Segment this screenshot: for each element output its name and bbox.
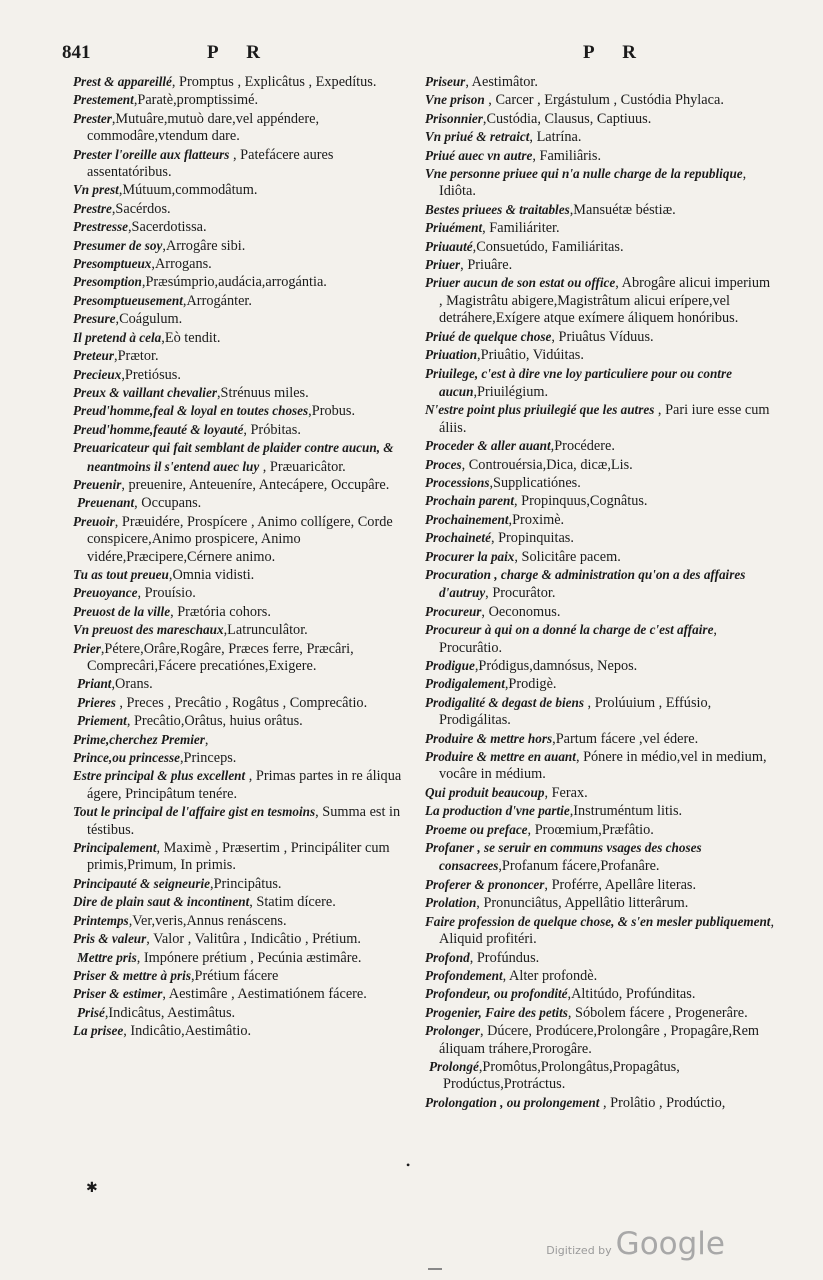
dictionary-entry (73, 91, 410, 109)
dictionary-entry (425, 694, 777, 730)
entry-headword: Preuenant (77, 495, 135, 511)
entry-translation: , Aestimâre , Aestimatiónem fácere. (162, 986, 367, 1003)
right-column (425, 73, 777, 1112)
entry-headword: Bestes priuees & traitables (425, 201, 570, 217)
dictionary-entry (73, 273, 410, 291)
entry-translation: ,Instruméntum litis. (569, 803, 683, 820)
dictionary-entry (73, 310, 410, 328)
entry-translation: , Ferax. (544, 784, 588, 801)
dictionary-entry (425, 256, 777, 274)
entry-translation: , Dúcere, Prodúcere,Prolongâre , Propagâre,Rem áliquam tráhere,Prorogâre. (439, 1023, 760, 1057)
entry-translation: ,Altitúdo, Profúnditas. (567, 986, 696, 1003)
dictionary-entry (73, 513, 410, 566)
dictionary-entry (73, 675, 410, 693)
entry-headword: Faire profession de quelque chose, & s'en mesler publiquement (425, 913, 771, 929)
entry-translation: , (204, 731, 209, 748)
entry-headword: Prochaineté (425, 530, 491, 546)
dictionary-entry (425, 621, 777, 657)
entry-translation: , Indicâtio,Aestimâtio. (123, 1023, 252, 1040)
entry-translation: ,Custódia, Clausus, Captiuus. (482, 110, 652, 127)
entry-translation: ,Profanum fácere,Profanâre. (498, 858, 660, 875)
entry-translation: , Precâtio,Orâtus, huius orâtus. (126, 713, 303, 730)
entry-headword: Vn priué & retraict (425, 129, 530, 145)
entry-headword: Prier (73, 640, 101, 656)
dictionary-entry (425, 566, 777, 603)
dictionary-entry (73, 803, 410, 839)
dictionary-entry (425, 219, 777, 237)
dictionary-entry (425, 346, 777, 364)
entry-headword: Preud'homme,feauté & loyauté (73, 421, 244, 437)
entry-headword: Prestement (73, 92, 134, 108)
dictionary-entry (73, 949, 410, 967)
entry-headword: Produire & mettre hors (425, 730, 553, 746)
entry-translation: ,Consuetúdo, Familiáritas. (472, 238, 624, 255)
entry-translation: , preuenire, Anteueníre, Antecápere, Occupâre. (121, 476, 390, 493)
entry-headword: Presomption (73, 274, 142, 290)
entry-translation: , Primas partes in re áliqua ágere, Principâtum tenére. (87, 768, 402, 802)
entry-translation: ,Priuilégium. (473, 383, 549, 400)
entry-headword: Pris & valeur (73, 931, 147, 947)
bottom-dash (428, 1268, 442, 1270)
dictionary-entry (425, 894, 777, 912)
entry-translation: ,Mútuum,commodâtum. (118, 182, 258, 199)
entry-headword: Proceder & aller auant (425, 438, 551, 454)
entry-translation: ,Latrunculâtor. (223, 622, 308, 639)
entry-translation: ,Prodigè. (504, 676, 557, 693)
entry-translation: , Præuidére, Prospícere , Animo collígere, Corde conspicere,Animo prospicere, Animo vidére,Præcipere,Cérnere animo. (87, 513, 393, 565)
entry-headword: Priué auec vn autre (425, 147, 533, 163)
entry-translation: ,Arrogánter. (182, 292, 252, 309)
entry-translation: ,Eò tendit. (161, 329, 221, 346)
dictionary-entry (425, 437, 777, 455)
dictionary-entry (425, 802, 777, 820)
dictionary-entry (73, 1022, 410, 1040)
dictionary-entry (73, 255, 410, 273)
entry-translation: , Prouísio. (137, 585, 196, 602)
entry-translation: ,Principâtus. (210, 875, 282, 892)
entry-headword: Printemps (73, 912, 129, 928)
entry-translation: ,Arrogâre sibi. (162, 237, 246, 254)
entry-headword: Vne personne priuee qui n'a nulle charge de la republique (425, 166, 743, 182)
entry-headword: Proferer & prononcer (425, 876, 545, 892)
entry-headword: Prime,cherchez Premier (73, 731, 205, 747)
dictionary-entry (425, 1094, 777, 1112)
dictionary-entry (425, 949, 777, 967)
entry-translation: ,Paratè,promptissimé. (133, 92, 259, 109)
dictionary-entry (73, 694, 410, 712)
entry-headword: Processions (425, 474, 490, 490)
entry-headword: Presomptueux (73, 256, 152, 272)
entry-translation: , Oeconomus. (481, 603, 561, 620)
entry-translation: , Maximè , Præsertim , Principáliter cum primis,Primum, In primis. (87, 840, 390, 874)
running-head-left: P R (207, 42, 273, 63)
entry-headword: Vn preuost des mareschaux (73, 622, 224, 638)
entry-translation: ,Proximè. (508, 511, 565, 528)
dictionary-entry (73, 292, 410, 310)
dictionary-entry (73, 347, 410, 365)
entry-translation: , Propinquus,Cognâtus. (514, 493, 648, 510)
dictionary-entry (425, 73, 777, 91)
dictionary-entry (425, 511, 777, 529)
dictionary-entry (425, 967, 777, 985)
dictionary-entry (73, 439, 410, 476)
entry-headword: Preuost de la ville (73, 603, 171, 619)
entry-headword: Priuauté (425, 238, 473, 254)
entry-headword: Preuenir (73, 476, 122, 492)
entry-translation: , Valor , Valitûra , Indicâtio , Prétium. (146, 931, 361, 948)
entry-headword: Prisé (77, 1004, 105, 1020)
entry-headword: Priuer aucun de son estat ou office (425, 275, 616, 291)
entry-translation: , Pronunciâtus, Appellâtio litterârum. (476, 895, 689, 912)
dictionary-entry (425, 110, 777, 128)
dictionary-entry (425, 548, 777, 566)
dictionary-entry (73, 731, 410, 749)
entry-translation: ,Mansuétæ béstiæ. (569, 201, 676, 218)
entry-translation: ,Ver,veris,Annus renáscens. (128, 912, 287, 929)
entry-translation: , Promptus , Explicâtus , Expedítus. (171, 74, 377, 90)
dictionary-entry (73, 640, 410, 676)
entry-headword: Preuaricateur qui fait semblant de plaider contre aucun, & neantmoins il s'entend auec luy (73, 440, 394, 474)
entry-translation: , Statim dícere. (249, 894, 336, 911)
entry-translation: ,Sacerdotissa. (127, 219, 207, 236)
entry-translation: , Patefácere aures assentatóribus. (87, 146, 334, 181)
dictionary-entry (425, 147, 777, 165)
dictionary-entry (73, 749, 410, 767)
entry-translation: , Procurâtio. (439, 622, 717, 656)
entry-translation: , Sóbolem fácere , Progenerâre. (567, 1004, 748, 1021)
entry-translation: , Latrína. (529, 129, 582, 146)
entry-headword: Procureur à qui on a donné la charge de c'est affaire (425, 622, 714, 638)
dictionary-entry (425, 91, 777, 109)
dictionary-entry (425, 657, 777, 675)
entry-translation: ,Orans. (111, 676, 153, 693)
dictionary-entry (425, 529, 777, 547)
entry-headword: Vn prest (73, 182, 119, 198)
entry-headword: Profond (425, 949, 470, 965)
entry-headword: Qui produit beaucoup (425, 784, 545, 800)
dictionary-entry (73, 967, 410, 985)
dictionary-entry (425, 603, 777, 621)
entry-translation: , Priuâtus Víduus. (551, 328, 654, 345)
dictionary-entry (425, 1022, 777, 1058)
dictionary-entry (73, 237, 410, 255)
dictionary-entry (73, 218, 410, 236)
dictionary-entry (425, 985, 777, 1003)
entry-translation: , Procurâtor. (485, 585, 556, 602)
entry-headword: Priué de quelque chose (425, 328, 552, 344)
entry-translation: , Pónere in médio,vel in medium, vocâre in médium. (439, 749, 767, 783)
entry-translation: ,Probus. (308, 403, 356, 420)
dictionary-entry (425, 839, 777, 876)
dictionary-entry (73, 603, 410, 621)
entry-translation: , Familiâris. (532, 147, 602, 164)
entry-translation: , Aestimâtor. (465, 74, 538, 90)
entry-headword: Preux & vaillant chevalier (73, 384, 217, 400)
entry-translation: , Idiôta. (439, 166, 747, 200)
dictionary-entry (73, 73, 410, 91)
entry-translation: ,Indicâtus, Aestimâtus. (104, 1004, 236, 1021)
dictionary-entry (73, 146, 410, 182)
google-logo: Google (615, 1226, 725, 1262)
entry-headword: Priseur (425, 74, 466, 89)
entry-translation: , Propinquitas. (490, 530, 574, 547)
entry-headword: Priuer (425, 257, 461, 273)
entry-headword: Priant (77, 676, 112, 692)
dictionary-entry (73, 875, 410, 893)
entry-translation: ,Præsúmprio,audácia,arrogántia. (141, 274, 327, 291)
entry-headword: Prochainement (425, 511, 509, 527)
entry-headword: Prodigalité & degast de biens (425, 694, 584, 710)
entry-headword: Il pretend à cela (73, 329, 162, 345)
entry-headword: Prester l'oreille aux flatteurs (73, 146, 230, 162)
entry-headword: Prolonger (425, 1023, 480, 1039)
entry-headword: Prodigalement (425, 676, 505, 692)
entry-headword: Prestresse (73, 219, 128, 235)
entry-headword: Progenier, Faire des petits (425, 1004, 568, 1020)
entry-translation: , Prolúuium , Effúsio, Prodigálitas. (439, 694, 712, 729)
running-head-right: P R (583, 42, 649, 63)
entry-headword: Priser & estimer (73, 986, 163, 1002)
digitized-watermark (546, 1226, 725, 1262)
dictionary-entry (425, 730, 777, 748)
entry-headword: Prochain parent (425, 493, 515, 509)
dictionary-entry (73, 494, 410, 512)
entry-translation: , Alter profondè. (502, 967, 598, 984)
dictionary-entry (425, 456, 777, 474)
dictionary-entry (73, 985, 410, 1003)
dictionary-entry (425, 474, 777, 492)
entry-translation: , Impónere prétium , Pecúnia æstimâre. (136, 949, 362, 966)
entry-translation: , Prolâtio , Prodúctio, (599, 1094, 726, 1111)
entry-headword: Procurer la paix (425, 548, 515, 564)
dictionary-entry (425, 201, 777, 219)
left-column (73, 73, 410, 1041)
entry-headword: Tu as tout preueu (73, 566, 169, 582)
dictionary-entry (425, 1058, 777, 1094)
dictionary-entry (73, 366, 410, 384)
entry-translation: ,Pétere,Orâre,Rogâre, Præces ferre, Præcâri, Comprecâri,Fácere precatiónes,Exigere. (87, 640, 354, 674)
dictionary-entry (425, 492, 777, 510)
entry-headword: Profondement (425, 967, 503, 983)
entry-headword: Priuation (425, 347, 478, 363)
entry-translation: , Controuérsia,Dica, dicæ,Lis. (461, 456, 633, 473)
entry-headword: Precieux (73, 366, 122, 382)
dictionary-entry (73, 566, 410, 584)
entry-translation: , Profúndus. (469, 949, 540, 966)
entry-translation: ,Priuâtio, Vidúitas. (477, 347, 584, 364)
entry-translation: ,Pródigus,damnósus, Nepos. (474, 658, 638, 674)
entry-translation: , Prætória cohors. (170, 603, 271, 620)
entry-headword: Prolongé (429, 1058, 479, 1074)
dictionary-entry (73, 421, 410, 439)
entry-headword: Preud'homme,feal & loyal en toutes choses (73, 403, 309, 419)
entry-headword: Presumer de soy (73, 237, 163, 253)
entry-headword: Proces (425, 456, 462, 472)
entry-headword: Produire & mettre en auant (425, 749, 576, 765)
entry-headword: Dire de plain saut & incontinent (73, 894, 250, 910)
dictionary-entry (73, 1004, 410, 1022)
dictionary-entry (425, 821, 777, 839)
entry-translation: ,Arrogans. (151, 256, 212, 273)
dictionary-entry (425, 675, 777, 693)
dictionary-entry (73, 384, 410, 402)
dictionary-entry (73, 402, 410, 420)
entry-translation: ,Princeps. (179, 750, 237, 767)
entry-translation: ,Supplicatiónes. (489, 474, 581, 491)
entry-headword: Procureur (425, 603, 482, 619)
entry-translation: , Occupans. (134, 495, 202, 512)
dictionary-entry (425, 328, 777, 346)
dictionary-entry (73, 712, 410, 730)
entry-headword: Prisonnier (425, 110, 483, 126)
dictionary-entry (73, 621, 410, 639)
entry-translation: ,Prétium fácere (190, 967, 279, 984)
entry-headword: Prolation (425, 895, 477, 911)
entry-headword: Prolongation , ou prolongement (425, 1094, 600, 1110)
dictionary-entry (425, 913, 777, 949)
footer-mark: ✱ (86, 1181, 98, 1196)
dictionary-entry (73, 930, 410, 948)
entry-headword: Presomptueusement (73, 292, 183, 308)
entry-translation: , Præuaricâtor. (259, 458, 346, 475)
dictionary-entry (425, 365, 777, 402)
entry-headword: Prest & appareillé (73, 74, 172, 89)
entry-headword: Preteur (73, 348, 115, 364)
dictionary-entry (73, 584, 410, 602)
entry-translation: ,Mutuâre,mutuò dare,vel appéndere, commodâre,vtendum dare. (87, 110, 320, 145)
dictionary-entry (425, 876, 777, 894)
entry-headword: Principauté & seigneurie (73, 875, 211, 891)
entry-headword: Prieres (77, 694, 116, 710)
entry-translation: , Proœmium,Præfâtio. (527, 821, 654, 838)
entry-translation: ,Promôtus,Prolongâtus,Propagâtus, Prodúctus,Protráctus. (443, 1058, 680, 1093)
dictionary-entry (73, 110, 410, 146)
dictionary-entry (425, 401, 777, 437)
entry-headword: Priser & mettre à pris (73, 967, 191, 983)
entry-translation: ,Partum fácere ,vel édere. (552, 730, 699, 747)
dictionary-entry (425, 238, 777, 256)
entry-translation: ,Pretiósus. (121, 366, 181, 383)
entry-headword: Estre principal & plus excellent (73, 768, 246, 784)
entry-headword: Principalement (73, 840, 157, 856)
dictionary-entry (73, 767, 410, 803)
entry-translation: , Solicitâre pacem. (514, 548, 621, 565)
entry-translation: , Carcer , Ergástulum , Custódia Phylaca. (484, 92, 724, 109)
entry-translation: , Priuâre. (460, 257, 513, 274)
dictionary-entry (73, 200, 410, 218)
entry-translation: ,Strénuus miles. (216, 384, 309, 401)
dictionary-entry (425, 1004, 777, 1022)
entry-headword: Prester (73, 110, 112, 126)
dictionary-entry (425, 748, 777, 784)
stray-mark: • (406, 1158, 411, 1172)
entry-headword: Priuilege, c'est à dire vne loy particuliere pour ou contre aucun (425, 365, 732, 399)
entry-translation: ,Prætor. (114, 348, 159, 365)
entry-headword: Vne prison (425, 92, 485, 108)
entry-headword: Profondeur, ou profondité (425, 986, 568, 1002)
dictionary-entry (425, 274, 777, 327)
dictionary-entry (73, 839, 410, 875)
entry-translation: , Proférre, Apellâre literas. (544, 876, 697, 893)
entry-headword: Prince,ou princesse (73, 750, 180, 766)
entry-headword: Priement (77, 713, 127, 729)
dictionary-entry (73, 893, 410, 911)
entry-headword: Tout le principal de l'affaire gist en tesmoins (73, 804, 316, 820)
dictionary-entry (73, 181, 410, 199)
entry-translation: , Familiáriter. (482, 220, 560, 237)
entry-headword: Procuration , charge & administration qu'on a des affaires d'autruy (425, 566, 746, 601)
dictionary-entry (425, 784, 777, 802)
dictionary-entry (73, 476, 410, 494)
entry-translation: , Summa est in téstibus. (87, 804, 401, 838)
entry-headword: Profaner , se seruir en communs vsages des choses consacrees (425, 840, 702, 874)
entry-translation: ,Omnia vidisti. (168, 566, 255, 583)
entry-headword: Mettre pris (77, 949, 137, 965)
entry-headword: Preuoyance (73, 585, 138, 601)
entry-translation: , Abrogâre alicui imperium , Magistrâtu abigere,Magistrâtum alicui erípere,vel detráhere,Exígere atque exímere áliquem honóribus. (439, 275, 771, 327)
entry-translation: ,Sacérdos. (111, 200, 171, 217)
entry-headword: Preuoir (73, 513, 115, 529)
entry-headword: La production d'vne partie (425, 803, 570, 819)
dictionary-entry (73, 329, 410, 347)
entry-translation: , Pari iure esse cum áliis. (439, 402, 770, 436)
entry-translation: , Próbitas. (243, 421, 301, 438)
entry-translation: , Aliquid profitéri. (439, 913, 775, 948)
entry-headword: La prisee (73, 1023, 124, 1039)
dictionary-entry (425, 165, 777, 201)
dictionary-entry (73, 912, 410, 930)
entry-headword: Proeme ou preface (425, 821, 528, 837)
watermark-prefix: Digitized by (546, 1244, 612, 1257)
entry-headword: Priuément (425, 220, 483, 236)
entry-translation: , Preces , Precâtio , Rogâtus , Comprecâtio. (115, 694, 368, 711)
entry-headword: Presure (73, 311, 116, 327)
entry-headword: N'estre point plus priuilegié que les autres (425, 402, 655, 418)
entry-headword: Prestre (73, 200, 112, 216)
entry-translation: ,Procédere. (550, 438, 615, 455)
dictionary-entry (425, 128, 777, 146)
entry-translation: ,Coágulum. (115, 311, 183, 328)
page-number: 841 (62, 42, 91, 63)
entry-headword: Prodigue (425, 658, 475, 673)
